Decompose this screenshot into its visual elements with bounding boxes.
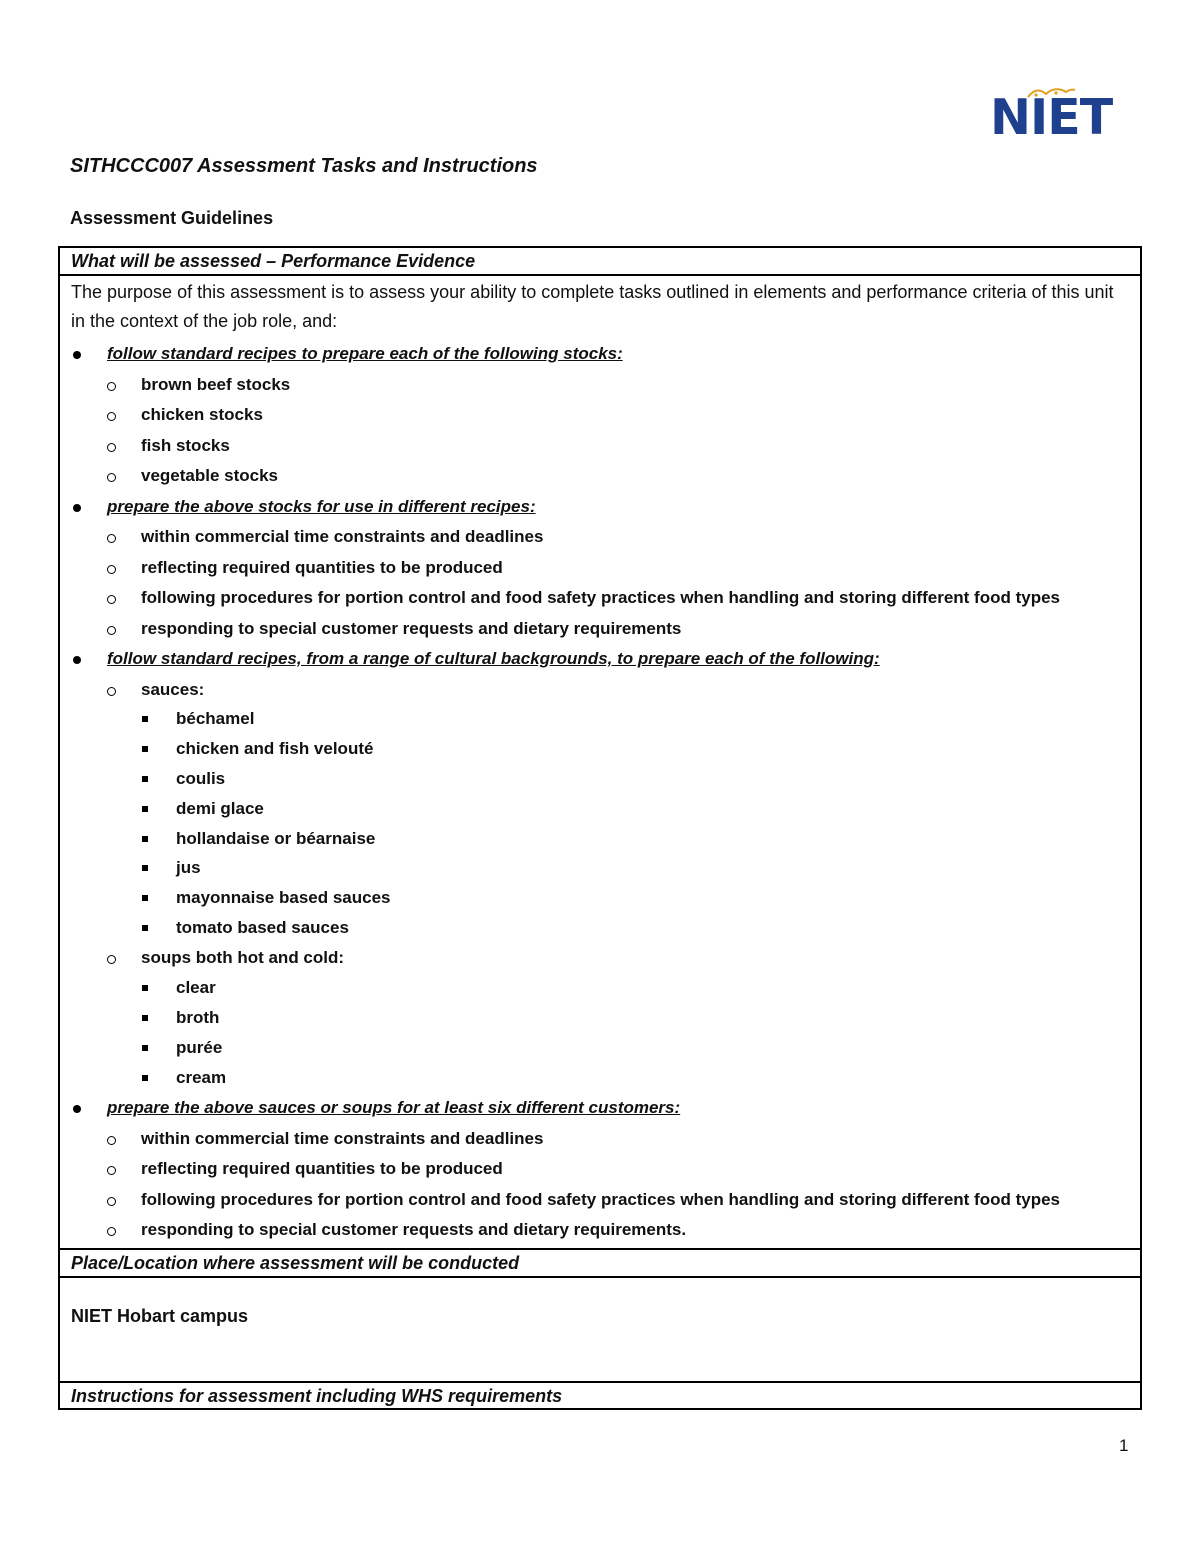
- list-item-level-2: sauces:: [141, 679, 205, 699]
- list-item-level-2: within commercial time constraints and deadlines: [141, 527, 544, 546]
- place-header: Place/Location where assessment will be conducted: [71, 1253, 520, 1273]
- page-number: 1: [1119, 1436, 1129, 1455]
- bullet-square-icon: [142, 985, 148, 991]
- list-item-level-3: jus: [176, 858, 201, 878]
- list-item-level-1: follow standard recipes to prepare each of the following stocks:: [107, 344, 623, 363]
- assessment-guidelines-table: [58, 246, 1142, 1410]
- bullet-circle-icon: [107, 955, 116, 964]
- bullet-square-icon: [142, 865, 148, 871]
- bullet-dot-icon: [73, 504, 81, 512]
- place-value: NIET Hobart campus: [71, 1306, 249, 1326]
- list-item-level-2: brown beef stocks: [141, 374, 291, 394]
- bullet-square-icon: [142, 895, 148, 901]
- list-item-level-1: follow standard recipes, from a range of cultural backgrounds, to prepare each of the following:: [107, 649, 880, 668]
- bullet-square-icon: [142, 806, 148, 812]
- list-item-level-1: prepare the above stocks for use in different recipes:: [107, 496, 536, 516]
- bullet-circle-icon: [107, 1136, 116, 1145]
- list-item-level-3: cream: [176, 1067, 227, 1087]
- header-divider: [60, 274, 1140, 276]
- document-title: SITHCCC007 Assessment Tasks and Instructions: [70, 155, 538, 177]
- list-item-level-2: responding to special customer requests and dietary requirements: [141, 618, 682, 638]
- section-label: Assessment Guidelines: [70, 208, 274, 228]
- bullet-dot-icon: [73, 656, 81, 664]
- bullet-square-icon: [142, 1015, 148, 1021]
- list-item-level-3: tomato based sauces: [176, 917, 349, 937]
- bullet-square-icon: [142, 836, 148, 842]
- list-item-level-3: béchamel: [176, 709, 255, 729]
- bullet-circle-icon: [107, 443, 116, 452]
- list-item-level-2: responding to special customer requests and dietary requirements.: [141, 1220, 687, 1240]
- bullet-square-icon: [142, 1045, 148, 1051]
- list-item-level-2: reflecting required quantities to be produced: [141, 557, 503, 577]
- list-item-level-2: fish stocks: [141, 435, 230, 455]
- niet-logo: [990, 86, 1130, 146]
- list-item-level-3: demi glace: [176, 798, 264, 818]
- bullet-dot-icon: [73, 1105, 81, 1113]
- list-item-level-2: reflecting required quantities to be produced: [141, 1159, 503, 1179]
- performance-evidence-header: What will be assessed – Performance Evidence: [71, 251, 476, 271]
- instructions-header: Instructions for assessment including WHS requirements: [71, 1386, 563, 1406]
- bullet-square-icon: [142, 746, 148, 752]
- list-item-level-1: prepare the above sauces or soups for at least six different customers:: [107, 1098, 681, 1118]
- niet-logo-wordmark: NIET: [990, 89, 1113, 146]
- bullet-circle-icon: [107, 534, 116, 543]
- bullet-circle-icon: [107, 595, 116, 604]
- bullet-circle-icon: [107, 1197, 116, 1206]
- bullet-square-icon: [142, 1075, 148, 1081]
- list-item-level-3: clear: [176, 978, 216, 998]
- list-item-level-3: chicken and fish velouté: [176, 739, 374, 759]
- list-item-level-3: broth: [176, 1008, 220, 1027]
- bullet-square-icon: [142, 925, 148, 931]
- list-item-level-2: vegetable stocks: [141, 466, 279, 485]
- bullet-dot-icon: [73, 351, 81, 359]
- list-item-level-2: following procedures for portion control and food safety practices when handling and storing different food types: [141, 588, 1060, 607]
- bullet-circle-icon: [107, 1166, 116, 1175]
- bullet-circle-icon: [107, 412, 116, 421]
- bullet-circle-icon: [107, 382, 116, 391]
- bullet-circle-icon: [107, 565, 116, 574]
- list-item-level-3: hollandaise or béarnaise: [176, 828, 376, 848]
- list-item-level-3: purée: [176, 1037, 223, 1057]
- bullet-circle-icon: [107, 626, 116, 635]
- list-item-level-2: following procedures for portion control and food safety practices when handling and storing different food types: [141, 1189, 1060, 1209]
- bullet-circle-icon: [107, 1227, 116, 1236]
- intro-paragraph: The purpose of this assessment is to assess your ability to complete tasks outlined in elements and performance criteria of this unit in the context of the job role, and:: [71, 282, 1114, 331]
- list-item-level-3: coulis: [176, 768, 226, 788]
- bullet-circle-icon: [107, 473, 116, 482]
- list-item-level-3: mayonnaise based sauces: [176, 888, 391, 908]
- bullet-square-icon: [142, 716, 148, 722]
- list-item-level-2: within commercial time constraints and deadlines: [141, 1128, 544, 1148]
- bullet-circle-icon: [107, 687, 116, 696]
- place-divider: [60, 1276, 1140, 1278]
- list-item-level-2: chicken stocks: [141, 405, 263, 424]
- list-item-level-2: soups both hot and cold:: [141, 948, 345, 968]
- bullet-square-icon: [142, 776, 148, 782]
